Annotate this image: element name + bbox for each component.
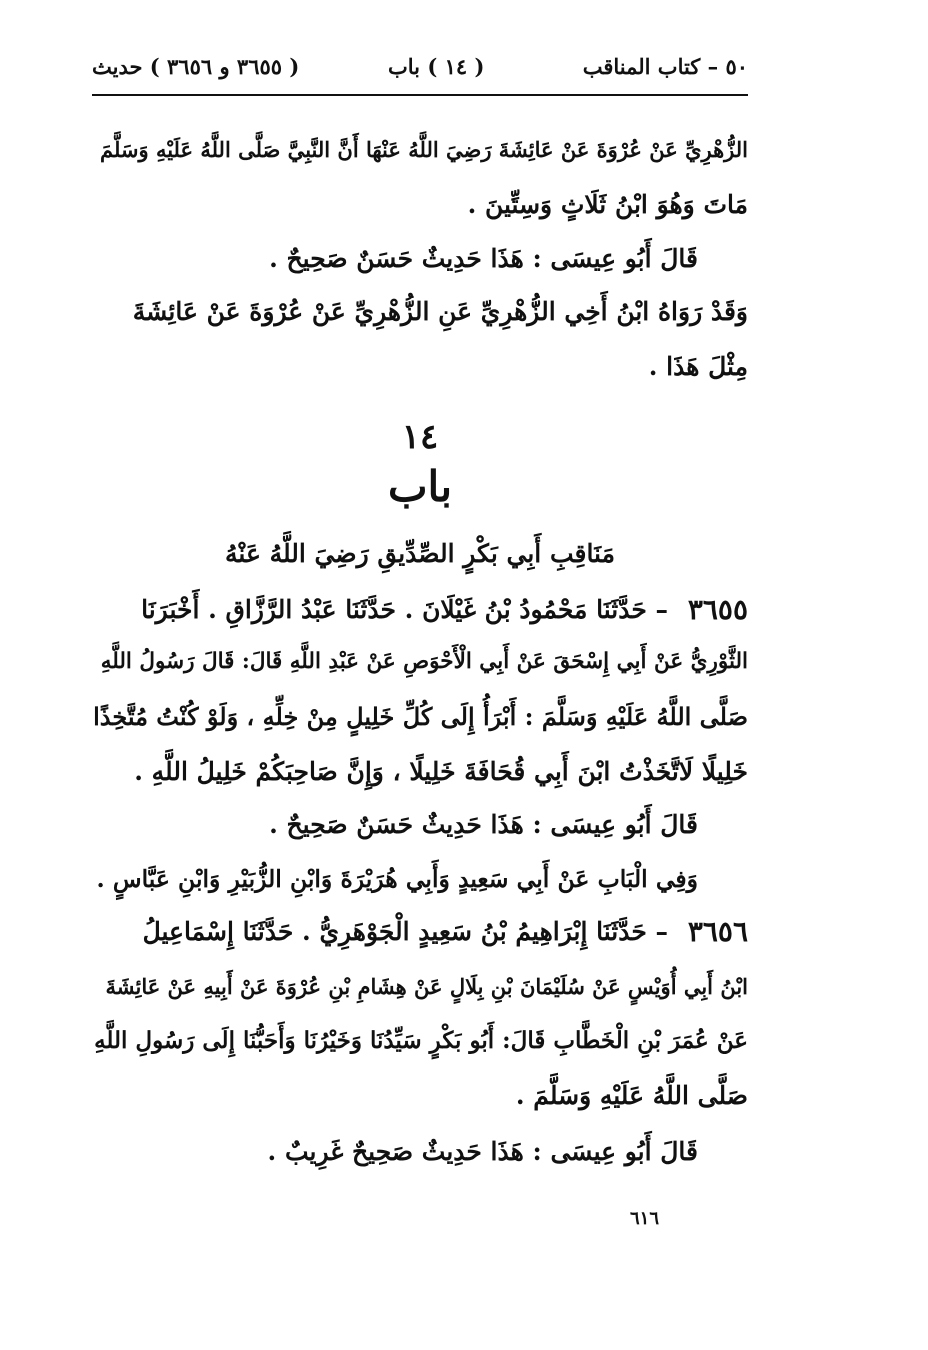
text-line: الثَّوْرِيُّ عَنْ أَبِي إِسْحَقَ عَنْ أَبِي الْأَحْوَصِ عَنْ عَبْدِ اللَّهِ قَالَ: قَالَ رَسُولُ اللَّهِ: [100, 649, 748, 674]
text-line: صَلَّى اللَّهُ عَلَيْهِ وَسَلَّمَ : أَبْرَأُ إِلَى كُلِّ خَلِيلٍ مِنْ خِلِّهِ ، وَلَوْ كُنْتُ مُتَّخِذًا: [93, 702, 748, 731]
text-line: وَفِي الْبَابِ عَنْ أَبِي سَعِيدٍ وَأَبِي هُرَيْرَةَ وَابْنِ الزُّبَيْرِ وَابْنِ عَبَّاسٍ .: [96, 865, 698, 893]
running-header: [92, 48, 748, 88]
text-line: مِثْلَ هَذَا .: [648, 352, 748, 381]
page-number: ٦١٦: [630, 1208, 660, 1229]
text-line: مَاتَ وَهُوَ ابْنُ ثَلَاثٍ وَسِتِّينَ .: [467, 190, 748, 219]
text-line: قَالَ أَبُو عِيسَى : هَذَا حَدِيثٌ حَسَنٌ صَحِيحٌ .: [269, 810, 698, 839]
text-line: صَلَّى اللَّهُ عَلَيْهِ وَسَلَّمَ .: [515, 1081, 748, 1110]
header-chapter: ( ١٤ ) باب: [388, 54, 485, 79]
header-rule: [92, 94, 748, 96]
text-line: الزُّهْرِيِّ عَنْ عُرْوَةَ عَنْ عَائِشَةَ رَضِيَ اللَّهُ عَنْهَا أَنَّ النَّبِيَّ صَلَّى اللَّهُ عَلَيْهِ وَسَلَّمَ: [99, 137, 748, 162]
text-line: – حَدَّثَنَا مَحْمُودُ بْنُ غَيْلَانَ . حَدَّثَنَا عَبْدُ الرَّزَّاقِ . أَخْبَرَنَا: [141, 595, 668, 624]
text-line: – حَدَّثَنَا إِبْرَاهِيمُ بْنُ سَعِيدٍ الْجَوْهَرِيُّ . حَدَّثَنَا إِسْمَاعِيلُ: [142, 917, 668, 946]
text-line: وَقَدْ رَوَاهُ ابْنُ أَخِي الزُّهْرِيِّ عَنِ الزُّهْرِيِّ عَنْ عُرْوَةَ عَنْ عَائِشَةَ: [132, 297, 748, 326]
text-line: قَالَ أَبُو عِيسَى : هَذَا حَدِيثٌ صَحِيحٌ غَرِيبٌ .: [267, 1137, 698, 1166]
header-hadith-range: ( ٣٦٥٥ و ٣٦٥٦ ) حديث: [92, 54, 300, 79]
text-line: قَالَ أَبُو عِيسَى : هَذَا حَدِيثٌ حَسَنٌ صَحِيحٌ .: [269, 244, 698, 273]
section-subtitle: مَنَاقِبِ أَبِي بَكْرٍ الصِّدِّيقِ رَضِيَ اللَّهُ عَنْهُ: [225, 539, 615, 568]
section-title: باب: [387, 462, 453, 511]
hadith-number: ٣٦٥٦: [687, 915, 748, 948]
hadith-number: ٣٦٥٥: [687, 593, 748, 626]
text-line: عَنْ عُمَرَ بْنِ الْخَطَّابِ قَالَ: أَبُو بَكْرٍ سَيِّدُنَا وَخَيْرُنَا وَأَحَبُّنَا إِلَى رَسُولِ اللَّهِ: [94, 1027, 748, 1054]
text-line: خَلِيلًا لَاتَّخَذْتُ ابْنَ أَبِي قُحَافَةَ خَلِيلًا ، وَإِنَّ صَاحِبَكُمْ خَلِيلُ اللَّهِ .: [134, 757, 748, 786]
text-line: ابْنُ أَبِي أُوَيْسٍ عَنْ سُلَيْمَانَ بْنِ بِلَالٍ عَنْ هِشَامِ بْنِ عُرْوَةَ عَنْ أَبِيهِ عَنْ عَائِشَةَ: [105, 974, 748, 999]
header-book-title: ٥٠ – كتاب المناقب: [582, 54, 748, 79]
section-number: ١٤: [401, 417, 439, 457]
